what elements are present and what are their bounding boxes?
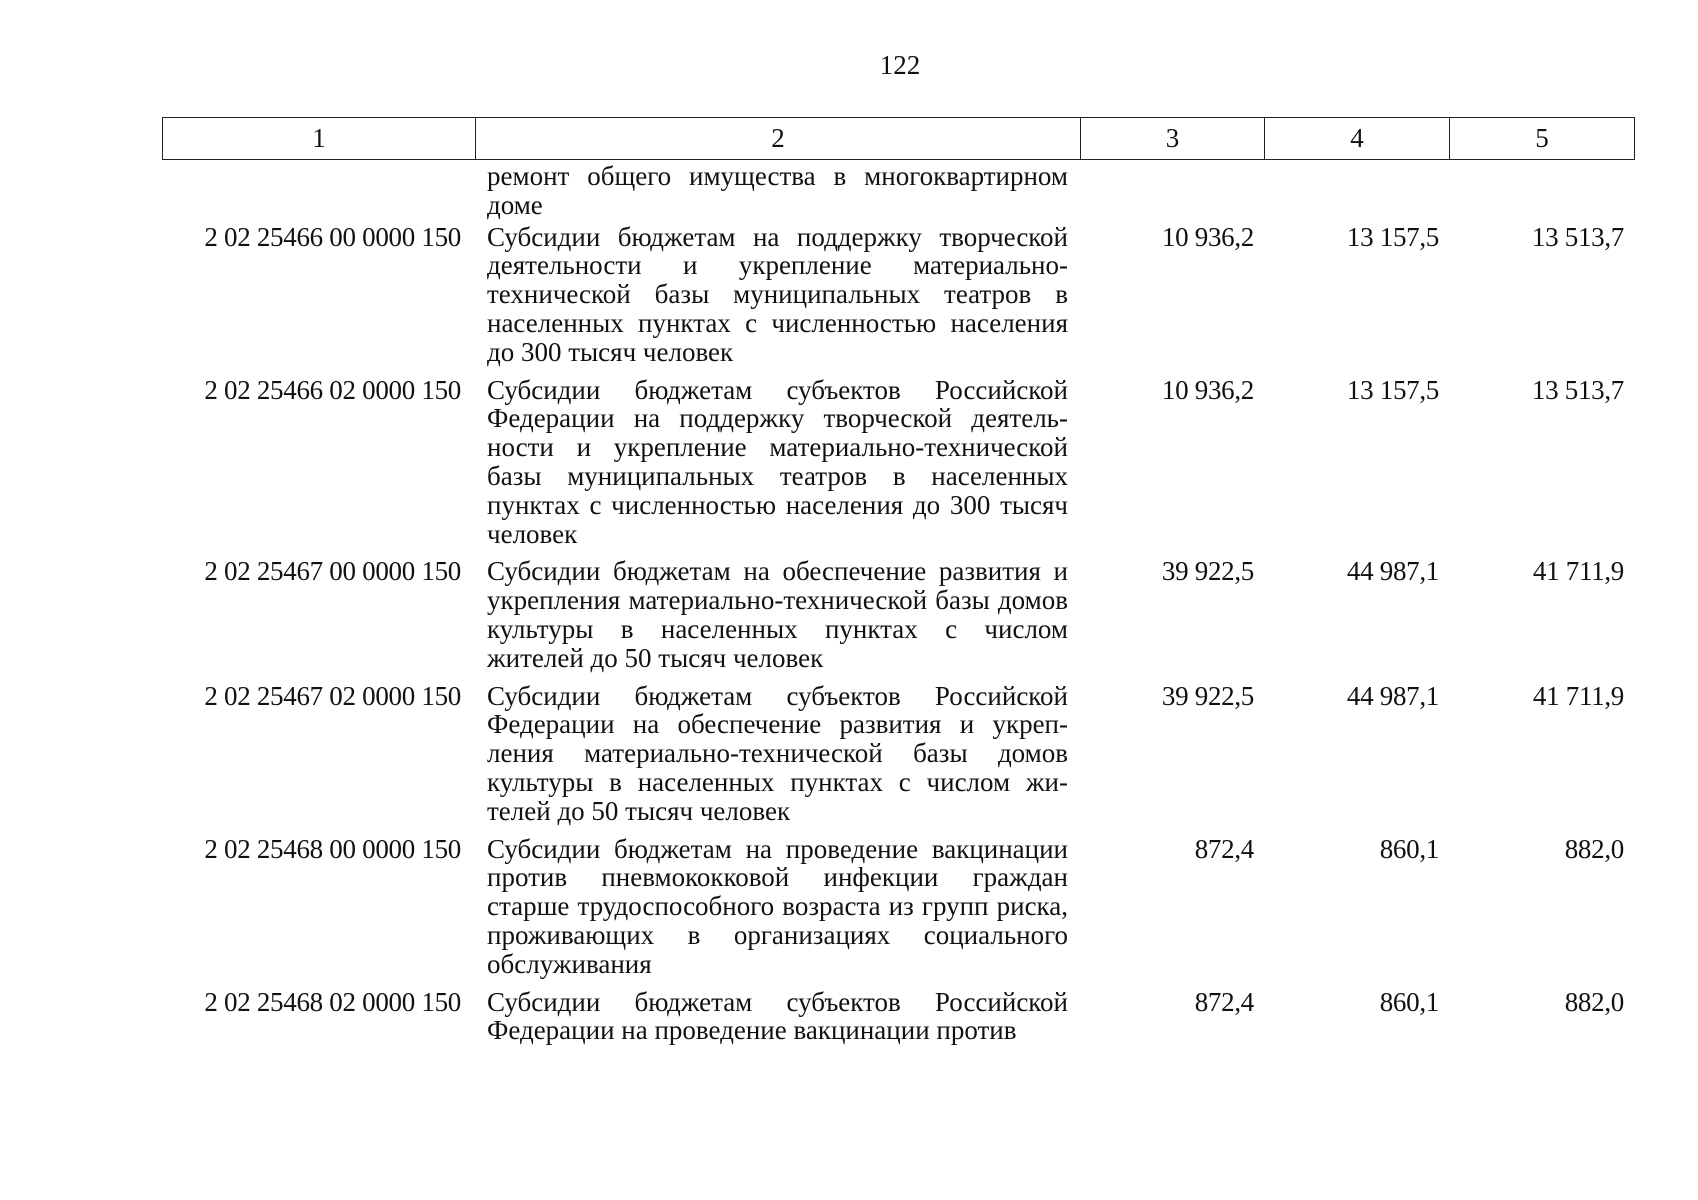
- table-row: [162, 220, 1634, 373]
- value-col-4: 13 157,5: [1346, 374, 1439, 405]
- continuation-row: [162, 162, 1634, 220]
- value-col-3: 39 922,5: [1161, 556, 1254, 587]
- value-col-5: 13 513,7: [1531, 221, 1624, 252]
- value-col-5: 882,0: [1564, 833, 1624, 864]
- budget-code: 2 02 25466 00 0000 150: [204, 221, 461, 252]
- budget-code: 2 02 25466 02 0000 150: [204, 374, 461, 405]
- column-header-1: 1: [163, 118, 476, 160]
- value-col-3: 10 936,2: [1161, 221, 1254, 252]
- row-description: Субсидии бюджетам на поддержку творческой деятельности и укрепление материально-технической базы муниципальных театров в населенных пунктах с численностью населения до 300 тысяч человек: [487, 221, 1068, 367]
- value-col-4: 13 157,5: [1346, 221, 1439, 252]
- value-col-4: 860,1: [1379, 986, 1439, 1017]
- column-header-row: [163, 118, 1635, 160]
- row-description: Субсидии бюджетам на проведение вакцинации против пневмококковой инфекции граждан старше трудоспособного возраста из групп риска, проживающих в организациях социального обслуживания: [487, 833, 1068, 979]
- row-description: Субсидии бюджетам на обеспечение развития и укрепления материально-технической базы домов культуры в населенных пунктах с числом жителей до 50 тысяч человек: [487, 556, 1068, 673]
- row-description: Субсидии бюджетам субъектов Российской Федерации на проведение вакцинации против: [487, 986, 1068, 1046]
- column-header-table: [162, 117, 1635, 160]
- value-col-4: 44 987,1: [1346, 556, 1439, 587]
- budget-code: 2 02 25468 02 0000 150: [204, 986, 461, 1017]
- value-col-5: 41 711,9: [1532, 556, 1624, 587]
- page-number: 122: [879, 50, 921, 80]
- column-header-4: 4: [1265, 118, 1450, 160]
- value-col-5: 41 711,9: [1532, 680, 1624, 711]
- budget-code: 2 02 25468 00 0000 150: [204, 833, 461, 864]
- column-header-5: 5: [1450, 118, 1635, 160]
- value-col-4: 44 987,1: [1346, 680, 1439, 711]
- budget-table: [162, 162, 1634, 1051]
- budget-code: 2 02 25467 02 0000 150: [204, 680, 461, 711]
- table-row: [162, 832, 1634, 985]
- table-row: [162, 679, 1634, 832]
- table-row: [162, 554, 1634, 678]
- budget-code: 2 02 25467 00 0000 150: [204, 556, 461, 587]
- column-header-3: 3: [1081, 118, 1265, 160]
- row-description: Субсидии бюджетам субъектов Российской Федерации на обеспечение развития и укрепления материально-технической базы домов культуры в населенных пунктах с числом жителей до 50 тысяч человек: [487, 680, 1068, 826]
- table-row: [162, 373, 1634, 555]
- value-col-3: 39 922,5: [1161, 680, 1254, 711]
- value-col-3: 10 936,2: [1161, 374, 1254, 405]
- row-description: Субсидии бюджетам субъектов Российской Федерации на поддержку творческой деятельности и укрепление материально-технической базы муниципальных театров в населенных пунктах с численностью населения до 300 тысяч человек: [487, 374, 1068, 549]
- table-row: [162, 985, 1634, 1052]
- value-col-3: 872,4: [1194, 986, 1254, 1017]
- column-header-2: 2: [476, 118, 1081, 160]
- value-col-3: 872,4: [1194, 833, 1254, 864]
- value-col-5: 13 513,7: [1531, 374, 1624, 405]
- value-col-4: 860,1: [1379, 833, 1439, 864]
- continuation-description: ремонт общего имущества в многоквартирном доме: [487, 161, 1068, 220]
- value-col-5: 882,0: [1564, 986, 1624, 1017]
